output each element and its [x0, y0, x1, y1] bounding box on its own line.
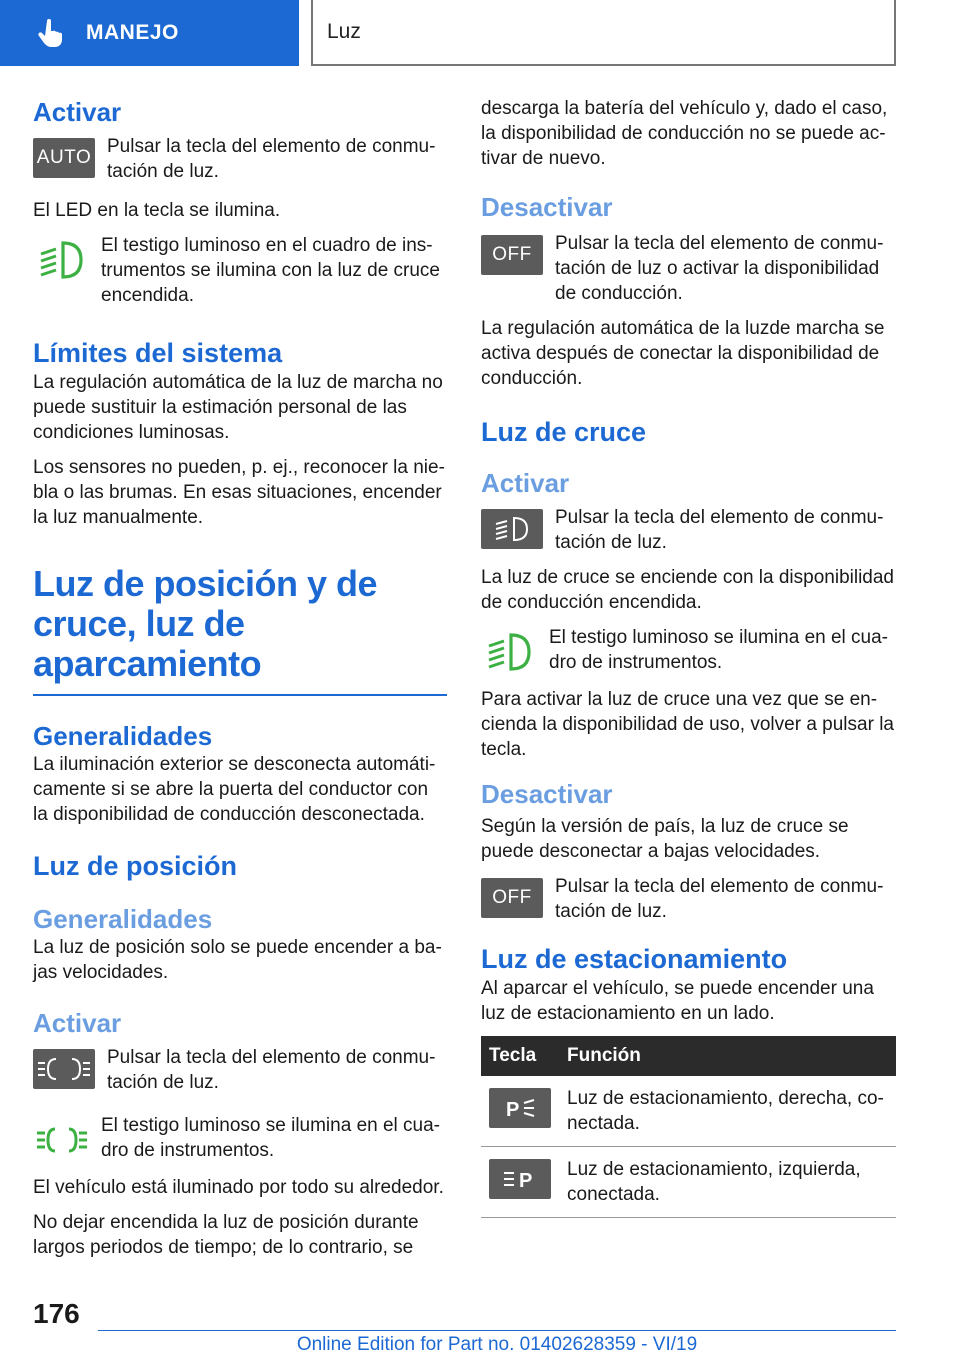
- regulacion-text: La regulación automática de la luzde marcha se activa después de conectar la disponibilidad de conducción.: [481, 318, 885, 389]
- chapter-title: Luz: [327, 20, 361, 43]
- position-light-icon: [36, 1054, 92, 1084]
- parking-light-table: [481, 1036, 896, 1218]
- section-tab: [0, 0, 299, 66]
- limites-p1: La regulación automática de la luz de marcha no puede sustituir la estimación personal de las condiciones luminosas.: [33, 372, 443, 443]
- hand-pointer-icon: [36, 18, 66, 48]
- col-function-header: Función: [559, 1036, 896, 1076]
- low-beam-button-row: [481, 505, 896, 555]
- indicator-text-1: El testigo luminoso en el cuadro de ins-trumentos se ilumina con la luz de cruce encendida.: [101, 235, 440, 306]
- table-row: [481, 1147, 896, 1218]
- position-button-row: [33, 1045, 447, 1095]
- indicator-text-2: El testigo luminoso se ilumina en el cua-dro de instrumentos.: [101, 1115, 441, 1161]
- posicion-heading: Luz de posición: [33, 851, 238, 881]
- main-section-heading: Luz de posición y de cruce, luz de aparcamiento: [33, 563, 378, 684]
- table-header-row: [481, 1036, 896, 1076]
- section-divider: [33, 694, 447, 696]
- off-button-text-1: Pulsar la tecla del elemento de conmu-tación de luz o activar la disponibilidad de conducción.: [555, 233, 884, 304]
- para-activar-text: Para activar la luz de cruce una vez que se en-cienda la disponibilidad de uso, volver a pulsar la tecla.: [481, 689, 894, 760]
- parking-light-left-icon: [489, 1159, 551, 1199]
- position-light-button-icon: [33, 1049, 95, 1089]
- limites-p2: Los sensores no pueden, p. ej., reconocer la nie-bla o las brumas. En esas situaciones, encender la luz manualmente.: [33, 457, 445, 528]
- section-label: MANEJO: [86, 21, 179, 44]
- table-row: [481, 1076, 896, 1147]
- svg-text:P: P: [506, 1099, 520, 1121]
- auto-button-text: Pulsar la tecla del elemento de conmu-tación de luz.: [107, 136, 436, 182]
- posicion-generalidades-heading: Generalidades: [33, 904, 213, 934]
- off-button-row-2: [481, 874, 896, 924]
- off-button-icon-1: OFF: [481, 235, 543, 275]
- chapter-title-box: [311, 0, 896, 66]
- indicator-row-1: [33, 233, 447, 308]
- table-cell-function: Luz de estacionamiento, izquierda, conectada.: [559, 1147, 896, 1218]
- off-button-icon-2: OFF: [481, 878, 543, 918]
- position-button-text: Pulsar la tecla del elemento de conmu-tación de luz.: [107, 1047, 436, 1093]
- left-column: [33, 96, 447, 1270]
- low-beam-indicator-icon: [35, 235, 89, 285]
- activar-posicion-heading: Activar: [33, 1008, 122, 1038]
- table-cell-function: Luz de estacionamiento, derecha, co-nectada.: [559, 1076, 896, 1147]
- cruce-heading: Luz de cruce: [481, 417, 647, 447]
- auto-button-icon: AUTO: [33, 138, 95, 178]
- position-light-indicator-icon: [35, 1115, 89, 1165]
- desactivar-heading-2: Desactivar: [481, 779, 613, 809]
- right-column: [481, 96, 896, 1218]
- segun-text: Según la versión de país, la luz de cruce se puede desconectar a bajas velocidades.: [481, 816, 849, 862]
- svg-text:P: P: [519, 1170, 533, 1192]
- no-dejar-text: No dejar encendida la luz de posición durante largos periodos de tiempo; de lo contrario, se: [33, 1212, 419, 1258]
- activar-heading: Activar: [33, 97, 122, 127]
- activar-cruce-heading: Activar: [481, 468, 570, 498]
- footer-rule: [98, 1330, 896, 1331]
- page-header: [0, 0, 960, 66]
- parking-light-right-icon: [489, 1088, 551, 1128]
- off-button-text-2: Pulsar la tecla del elemento de conmu-tación de luz.: [555, 876, 884, 922]
- off-button-row-1: [481, 231, 896, 306]
- edition-text: Online Edition for Part no. 01402628359 - VI/19: [296, 1334, 698, 1355]
- iluminado-text: El vehículo está iluminado por todo su alrededor.: [33, 1177, 444, 1198]
- indicator-row-2: [33, 1113, 447, 1165]
- aparcar-text: Al aparcar el vehículo, se puede encender una luz de estacionamiento en un lado.: [481, 978, 874, 1024]
- low-beam-indicator-icon-2: [483, 627, 537, 677]
- led-text: El LED en la tecla se ilumina.: [33, 200, 281, 221]
- posicion-generalidades-text: La luz de posición solo se puede encender a ba-jas velocidades.: [33, 937, 442, 983]
- indicator-row-3: [481, 625, 896, 677]
- limites-heading: Límites del sistema: [33, 338, 283, 368]
- low-beam-icon: [492, 514, 532, 544]
- desactivar-heading-1: Desactivar: [481, 192, 613, 222]
- cruce-enciende-text: La luz de cruce se enciende con la disponibilidad de conducción encendida.: [481, 567, 894, 613]
- low-beam-button-icon: [481, 509, 543, 549]
- indicator-text-3: El testigo luminoso se ilumina en el cua-dro de instrumentos.: [549, 627, 889, 673]
- generalidades-text: La iluminación exterior se desconecta automáti-camente si se abre la puerta del conductor con la disponibilidad de conducción desconectada.: [33, 754, 436, 825]
- estacionamiento-heading: Luz de estacionamiento: [481, 944, 788, 974]
- low-beam-button-text: Pulsar la tecla del elemento de conmu-tación de luz.: [555, 507, 884, 553]
- col-key-header: Tecla: [481, 1036, 559, 1076]
- auto-button-row: [33, 134, 447, 184]
- descarga-text: descarga la batería del vehículo y, dado el caso, la disponibilidad de conducción no se puede ac-tivar de nuevo.: [481, 98, 888, 169]
- generalidades-heading: Generalidades: [33, 721, 213, 751]
- page-number: 176: [33, 1298, 80, 1329]
